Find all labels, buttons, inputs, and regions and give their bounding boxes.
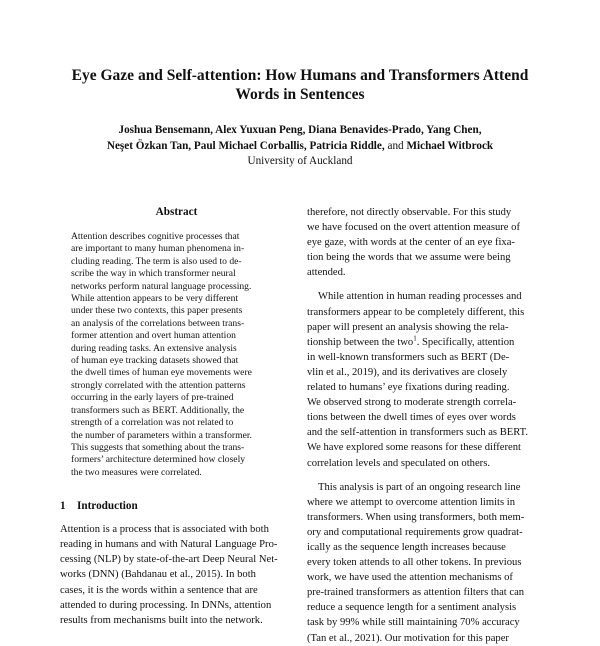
body-line: where we attempt to overcome attention limits in xyxy=(307,496,515,508)
body-line: (Tan et al., 2021). Our motivation for this paper xyxy=(307,632,509,644)
body-line: correlation levels and speculated on others. xyxy=(307,457,490,469)
abstract-line: during reading tasks. An extensive analysis xyxy=(71,342,237,354)
body-line: reading in humans and with Natural Language Pro- xyxy=(60,539,278,551)
abstract-line: networks perform natural language processing. xyxy=(71,280,252,292)
body-line: paper will present an analysis showing the rela- xyxy=(307,321,509,333)
body-line: works (DNN) (Bahdanau et al., 2015). In both xyxy=(60,569,256,581)
body-line: vlin et al., 2019), and its derivatives are closely xyxy=(307,366,508,378)
author-line: Joshua Bensemann, Alex Yuxuan Peng, Diana Benavides-Prado, Yang Chen, xyxy=(118,124,482,136)
body-text: tionship between the two xyxy=(307,336,414,348)
body-paragraph xyxy=(307,289,540,470)
abstract-line: transformers such as BERT. Additionally, the xyxy=(71,404,245,416)
body-line: ically as the sequence length increases because xyxy=(307,541,506,553)
body-line xyxy=(307,335,540,350)
affiliation: University of Auckland xyxy=(247,155,353,167)
body-line: This analysis is part of an ongoing research line xyxy=(318,481,521,493)
abstract-line: formers’ architecture determined how closely xyxy=(71,454,246,466)
author-conjunction: and xyxy=(387,139,404,152)
intro-paragraph xyxy=(60,522,293,628)
abstract-line: Attention describes cognitive processes that xyxy=(71,231,240,242)
footnote-marker[interactable]: 1 xyxy=(413,334,417,343)
body-line: cases, it is the words within a sentence that are xyxy=(60,584,258,596)
author-name-last: Michael Witbrock xyxy=(406,139,494,152)
abstract-line: While attention appears to be very different xyxy=(71,293,239,305)
abstract-body xyxy=(71,231,282,479)
abstract-line: the number of parameters within a transformer. xyxy=(71,429,252,441)
author-block xyxy=(60,123,540,170)
body-line: We have explored some reasons for these different xyxy=(307,442,521,454)
abstract-line: the dwell times of human eye movements were xyxy=(71,367,252,379)
paper-title xyxy=(60,66,540,104)
body-line: task by 99% while still maintaining 70% accuracy xyxy=(307,617,520,629)
body-paragraph xyxy=(307,205,540,280)
body-line: While attention in human reading processes and xyxy=(318,291,522,303)
body-line: tions between the dwell times of eyes over words xyxy=(307,412,516,424)
abstract-line: an analysis of the correlations between trans- xyxy=(71,317,245,329)
title-line: Eye Gaze and Self-attention: How Humans and Transformers Attend xyxy=(71,67,529,84)
body-line: work, we have used the attention mechanisms of xyxy=(307,572,513,584)
body-line: we have focused on the overt attention measure of xyxy=(307,222,520,234)
abstract-line: scribe the way in which transformer neural xyxy=(71,268,236,280)
left-column xyxy=(60,205,293,628)
section-heading xyxy=(60,499,293,513)
author-line xyxy=(60,139,540,155)
body-line: eye gaze, with words at the center of an eye fixa- xyxy=(307,237,515,249)
abstract-line: strongly correlated with the attention patterns xyxy=(71,379,246,391)
body-line: every token attends to all other tokens. In previous xyxy=(307,557,522,569)
abstract-line: of human eye tracking datasets showed that xyxy=(71,355,239,367)
body-line: transformers. When using transformers, both mem- xyxy=(307,511,525,523)
body-line: attended to during processing. In DNNs, attention xyxy=(60,599,272,611)
body-line: therefore, not directly observable. For this study xyxy=(307,207,512,218)
title-line: Words in Sentences xyxy=(235,86,365,103)
author-names: Neşet Özkan Tan, Paul Michael Corballis, Patricia Riddle, xyxy=(106,139,385,152)
abstract-line: under these two contexts, this paper presents xyxy=(71,305,243,317)
body-line: in well-known transformers such as BERT (De- xyxy=(307,351,510,363)
body-line: tion being the words that we assume were being xyxy=(307,252,511,264)
body-line: results from mechanisms built into the network. xyxy=(60,614,263,626)
body-line: reduce a sequence length for a sentiment analysis xyxy=(307,602,517,614)
body-paragraph xyxy=(307,480,540,646)
body-line: pre-trained transformers as attention filters that can xyxy=(307,587,525,599)
body-line: Attention is a process that is associated with both xyxy=(60,524,269,536)
body-line: related to humans’ eye fixations during reading. xyxy=(307,382,510,394)
section-number: 1 xyxy=(60,500,66,513)
abstract-heading: Abstract xyxy=(155,206,198,218)
body-line: transformers appear to be completely different, this xyxy=(307,306,525,318)
body-line: We observed strong to moderate strength correla- xyxy=(307,397,517,409)
abstract-line: occurring in the early layers of pre-trained xyxy=(71,392,234,404)
body-line: attended. xyxy=(307,267,346,279)
body-line: ory and computational requirements grow quadrat- xyxy=(307,526,523,538)
right-column xyxy=(307,205,540,646)
body-text: . Specifically, attention xyxy=(416,336,515,348)
abstract-line: the two measures were correlated. xyxy=(71,466,202,478)
abstract-line: are important to many human phenomena in- xyxy=(71,243,245,255)
section-title: Introduction xyxy=(77,500,138,513)
body-line: and the self-attention in transformers such as BERT. xyxy=(307,427,528,439)
abstract-line: cluding reading. The term is also used to de- xyxy=(71,255,242,267)
abstract-line: strength of a correlation was not related to xyxy=(71,417,234,429)
abstract-line: This suggests that something about the trans- xyxy=(71,441,245,453)
body-line: cessing (NLP) by state-of-the-art Deep Neural Net- xyxy=(60,554,278,566)
abstract-line: former attention and overt human attention xyxy=(71,330,236,342)
